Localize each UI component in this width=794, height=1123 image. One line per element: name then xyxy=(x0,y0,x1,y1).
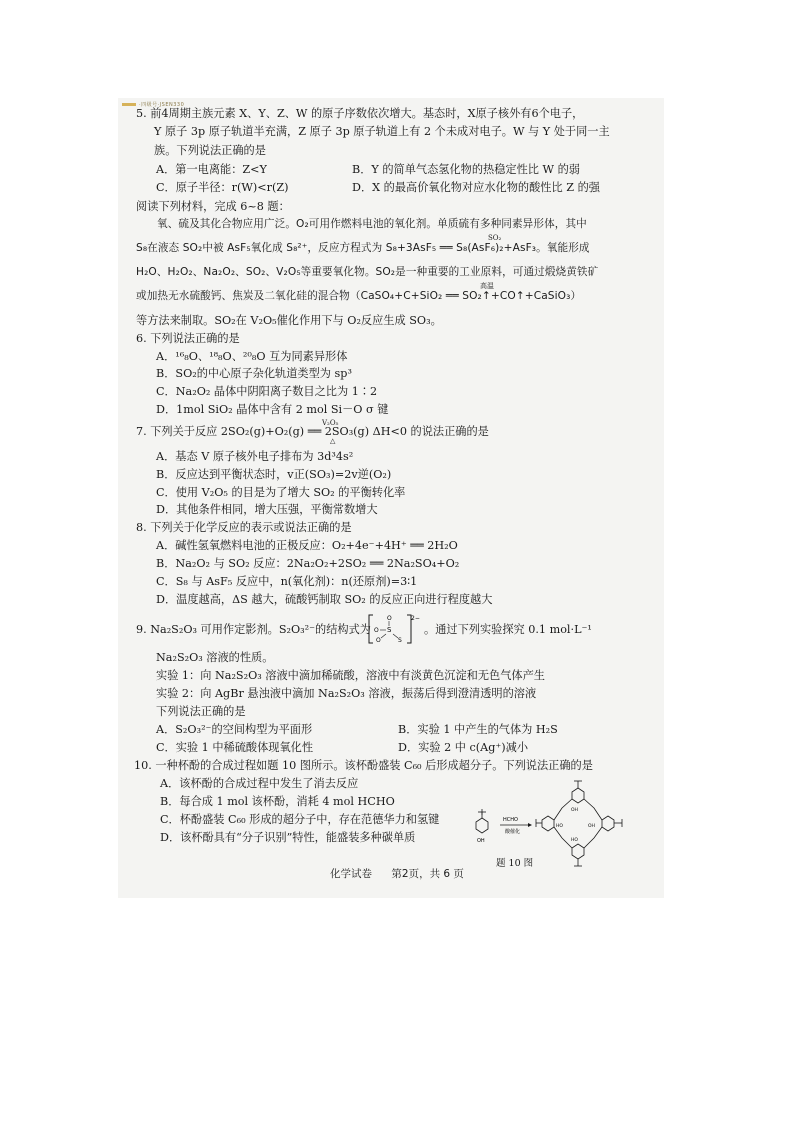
reading-p4: 或加热无水硫酸钙、焦炭及二氧化硅的混合物（CaSO₄+C+SiO₂ ══ SO₂↑+CO↑+CaSiO₃） xyxy=(136,290,582,302)
q9-ask: 下列说法正确的是 xyxy=(156,705,246,718)
reading-p4-condition: 高温 xyxy=(480,282,494,290)
q5-option-d: D．X 的最高价氧化物对应水化物的酸性比 Z 的强 xyxy=(352,181,600,194)
macrocycle-oh-top: OH xyxy=(571,808,578,813)
thiosulfate-structure-diagram xyxy=(367,611,421,647)
header-watermark: ·四级号·JSEN330 xyxy=(122,101,184,108)
reagent-label: HCHO xyxy=(503,817,518,823)
q9-stem-2: Na₂S₂O₃ 溶液的性质。 xyxy=(156,651,274,664)
atom-o-left: O xyxy=(374,627,379,634)
page-footer xyxy=(0,866,794,881)
q9-option-c: C．实验 1 中稀硫酸体现氧化性 xyxy=(156,741,314,754)
q5-line-3: 族。下列说法正确的是 xyxy=(154,144,266,157)
reading-intro: 阅读下列材料，完成 6~8 题： xyxy=(136,200,290,213)
q6-option-c: C．Na₂O₂ 晶体中阴阳离子数目之比为 1∶2 xyxy=(156,385,378,398)
q5-option-c: C．原子半径：r(W)<r(Z) xyxy=(156,181,289,194)
q7-condition-bottom: △ xyxy=(330,437,336,445)
q7-option-c: C．使用 V₂O₅ 的目是为了增大 SO₂ 的平衡转化率 xyxy=(156,486,406,499)
q7-stem: 7. 下列关于反应 2SO₂(g)+O₂(g) ══ 2SO₃(g) ΔH<0 的说法正确的是 xyxy=(136,425,489,438)
q7-condition-top: V₂O₅ xyxy=(322,419,339,427)
q7-option-b: B．反应达到平衡状态时，v正(SO₃)=2v逆(O₂) xyxy=(156,468,392,481)
atom-s-center: S xyxy=(387,626,392,634)
q8-option-d: D．温度越高，ΔS 越大，硫酸钙制取 SO₂ 的反应正向进行程度越大 xyxy=(156,593,493,606)
figure-10-caption: 题 10 图 xyxy=(496,858,534,869)
bond-s-s xyxy=(393,634,398,638)
calixarene-macrocycle xyxy=(536,781,622,866)
atom-o-top: O xyxy=(387,615,392,622)
q7-option-a: A．基态 V 原子核外电子排布为 3d³4s² xyxy=(156,450,354,463)
q5-line-1: 5. 前4周期主族元素 X、Y、Z、W 的原子序数依次增大。基态时，X原子核外有6个电子， xyxy=(136,107,584,120)
phenol-monomer xyxy=(476,809,488,844)
q6-option-b: B．SO₂的中心原子杂化轨道类型为 sp³ xyxy=(156,367,352,380)
q9-stem-a: 9. Na₂S₂O₃ 可用作定影剂。S₂O₃²⁻的结构式为 xyxy=(136,623,371,636)
q10-option-c: C．杯酚盛装 C₆₀ 形成的超分子中，存在范德华力和氢键 xyxy=(160,813,440,826)
bracket-left xyxy=(369,615,373,643)
q6-option-d: D．1mol SiO₂ 晶体中含有 2 mol Si－O σ 键 xyxy=(156,403,389,416)
reaction-arrow-head xyxy=(528,823,532,827)
reading-p1: 氧、硫及其化合物应用广泛。O₂可用作燃料电池的氧化剂。单质硫有多种同素异形体，其中 xyxy=(157,218,587,230)
q8-stem: 8. 下列关于化学反应的表示或说法正确的是 xyxy=(136,521,352,534)
q5-line-2: Y 原子 3p 原子轨道半充满，Z 原子 3p 原子轨道上有 2 个未成对电子。W 与 Y 处于同一主 xyxy=(154,125,610,138)
q9-experiment-1: 实验 1：向 Na₂S₂O₃ 溶液中滴加稀硫酸，溶液中有淡黄色沉淀和无色气体产生 xyxy=(156,669,545,682)
atom-o-bottom: O xyxy=(376,637,381,644)
q8-option-b: B．Na₂O₂ 与 SO₂ 反应：2Na₂O₂+2SO₂ ══ 2Na₂SO₄+O₂ xyxy=(156,557,460,570)
q10-option-a: A．该杯酚的合成过程中发生了消去反应 xyxy=(160,777,359,790)
q8-option-c: C．S₈ 与 AsF₅ 反应中，n(氧化剂)：n(还原剂)=3∶1 xyxy=(156,575,418,588)
q5-option-a: A．第一电离能：Z<Y xyxy=(156,163,267,176)
catalyst-label: 酸催化 xyxy=(505,829,521,835)
q6-stem: 6. 下列说法正确的是 xyxy=(136,332,240,345)
structure-charge: 2− xyxy=(411,615,420,622)
reading-p2: S₈在液态 SO₂中被 AsF₅氧化成 S₈²⁺，反应方程式为 S₈+3AsF₅ ══ S₈(AsF₆)₂+AsF₃。氧能形成 xyxy=(136,242,590,254)
q10-option-b: B．每合成 1 mol 该杯酚，消耗 4 mol HCHO xyxy=(160,795,395,808)
bond-s-o-bottom xyxy=(381,634,386,638)
reading-p3: H₂O、H₂O₂、Na₂O₂、SO₂、V₂O₅等重要氧化物。SO₂是一种重要的工业原料，可通过煅烧黄铁矿 xyxy=(136,266,599,278)
q10-stem: 10. 一种杯酚的合成过程如题 10 图所示。该杯酚盛装 C₆₀ 后形成超分子。下列说法正确的是 xyxy=(134,759,593,772)
q5-option-b: B．Y 的简单气态氢化物的热稳定性比 W 的弱 xyxy=(352,163,580,176)
atom-s-terminal: S xyxy=(398,637,402,644)
q9-option-d: D．实验 2 中 c(Ag⁺)减小 xyxy=(398,741,529,754)
q6-option-a: A．¹⁶₈O、¹⁸₈O、²⁰₈O 互为同素异形体 xyxy=(156,350,348,363)
q9-option-b: B．实验 1 中产生的气体为 H₂S xyxy=(398,723,558,736)
reading-p2-condition: SO₂ xyxy=(488,234,502,242)
footer-subject: 化学试卷 xyxy=(330,868,373,880)
q10-option-d: D．该杯酚具有“分子识别”特性，能盛装多种碳单质 xyxy=(160,831,416,844)
q9-stem-b: 。通过下列实验探究 0.1 mol·L⁻¹ xyxy=(424,623,592,636)
footer-page-number: 第2页，共 6 页 xyxy=(391,868,464,880)
q8-option-a: A．碱性氢氧燃料电池的正极反应：O₂+4e⁻+4H⁺ ══ 2H₂O xyxy=(156,539,458,552)
q7-option-d: D．其他条件相同，增大压强，平衡常数增大 xyxy=(156,503,378,516)
macrocycle-oh-right: OH xyxy=(588,824,595,829)
q9-option-a: A．S₂O₃²⁻的空间构型为平面形 xyxy=(156,723,313,736)
macrocycle-ho-bottom: HO xyxy=(571,838,578,843)
phenol-oh-label: OH xyxy=(477,838,485,844)
macrocycle-ho-left: HO xyxy=(556,824,563,829)
reading-p5: 等方法来制取。SO₂在 V₂O₅催化作用下与 O₂反应生成 SO₃。 xyxy=(136,314,442,327)
q9-experiment-2: 实验 2：向 AgBr 悬浊液中滴加 Na₂S₂O₃ 溶液，振荡后得到澄清透明的溶液 xyxy=(156,687,537,700)
